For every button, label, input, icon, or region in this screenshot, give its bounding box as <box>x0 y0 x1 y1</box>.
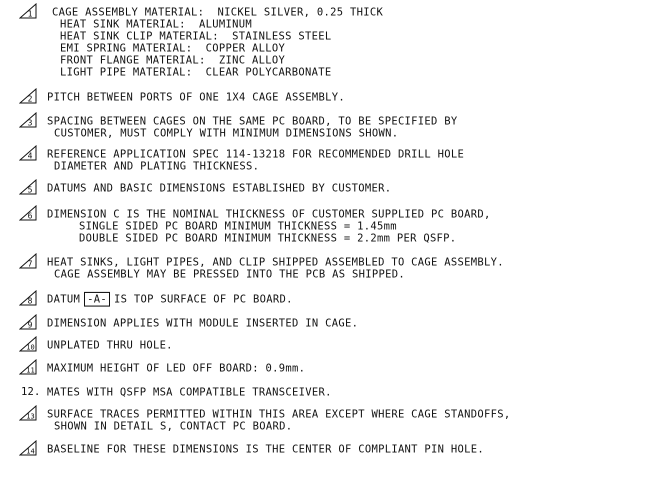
flag-triangle-icon <box>19 359 37 375</box>
flag-triangle-icon <box>19 112 37 128</box>
svg-text:10: 10 <box>26 343 35 352</box>
svg-text:1: 1 <box>27 9 33 19</box>
note-line: EMI SPRING MATERIAL: COPPER ALLOY <box>60 41 286 55</box>
note-line: HEAT SINK MATERIAL: ALUMINUM <box>60 17 253 31</box>
svg-text:2: 2 <box>27 94 33 104</box>
note-line: CAGE ASSEMBLY MAY BE PRESSED INTO THE PCB AS SHIPPED. <box>54 267 405 281</box>
note-line: DATUMS AND BASIC DIMENSIONS ESTABLISHED BY CUSTOMER. <box>47 181 392 195</box>
note-line: SHOWN IN DETAIL S, CONTACT PC BOARD. <box>54 419 293 433</box>
svg-text:7: 7 <box>27 259 33 269</box>
note-line: DIAMETER AND PLATING THICKNESS. <box>54 159 260 173</box>
flag-triangle-icon <box>19 179 37 195</box>
note-line: MAXIMUM HEIGHT OF LED OFF BOARD: 0.9mm. <box>47 361 306 375</box>
svg-text:13: 13 <box>26 412 35 421</box>
note-line: SINGLE SIDED PC BOARD MINIMUM THICKNESS = 1.45mm <box>79 219 397 233</box>
note-8-suffix: IS TOP SURFACE OF PC BOARD. <box>113 292 293 306</box>
flag-triangle-icon <box>19 314 37 330</box>
note-line: BASELINE FOR THESE DIMENSIONS IS THE CENTER OF COMPLIANT PIN HOLE. <box>47 442 485 456</box>
note-8-prefix: DATUM <box>47 292 81 306</box>
note-line: DIMENSION C IS THE NOMINAL THICKNESS OF CUSTOMER SUPPLIED PC BOARD, <box>47 207 491 221</box>
note-line: SPACING BETWEEN CAGES ON THE SAME PC BOARD, TO BE SPECIFIED BY <box>47 114 458 128</box>
flag-triangle-icon <box>19 3 37 19</box>
svg-text:8: 8 <box>27 296 33 306</box>
note-line: HEAT SINKS, LIGHT PIPES, AND CLIP SHIPPED ASSEMBLED TO CAGE ASSEMBLY. <box>47 255 504 269</box>
svg-text:4: 4 <box>27 151 33 161</box>
svg-text:5: 5 <box>27 185 33 195</box>
flag-triangle-icon <box>19 440 37 456</box>
note-line: PITCH BETWEEN PORTS OF ONE 1X4 CAGE ASSEMBLY. <box>47 90 345 104</box>
svg-text:11: 11 <box>26 366 35 375</box>
note-line <box>47 294 293 306</box>
svg-text:3: 3 <box>27 118 33 128</box>
flag-triangle-icon <box>19 253 37 269</box>
svg-text:6: 6 <box>27 211 33 221</box>
note-line: MATES WITH QSFP MSA COMPATIBLE TRANSCEIVER. <box>47 385 332 399</box>
note-line: FRONT FLANGE MATERIAL: ZINC ALLOY <box>60 53 286 67</box>
note-line: DOUBLE SIDED PC BOARD MINIMUM THICKNESS = 2.2mm PER QSFP. <box>79 231 457 245</box>
note-line: DIMENSION APPLIES WITH MODULE INSERTED IN CAGE. <box>47 316 359 330</box>
flag-triangle-icon <box>19 290 37 306</box>
note-line: UNPLATED THRU HOLE. <box>47 338 173 352</box>
note-line: LIGHT PIPE MATERIAL: CLEAR POLYCARBONATE <box>60 65 332 79</box>
note-line: SURFACE TRACES PERMITTED WITHIN THIS AREA EXCEPT WHERE CAGE STANDOFFS, <box>47 407 511 421</box>
flag-triangle-icon <box>19 145 37 161</box>
flag-triangle-icon <box>19 205 37 221</box>
note-line: CUSTOMER, MUST COMPLY WITH MINIMUM DIMENSIONS SHOWN. <box>54 126 399 140</box>
svg-text:14: 14 <box>26 447 35 456</box>
note-line: CAGE ASSEMBLY MATERIAL: NICKEL SILVER, 0.25 THICK <box>52 5 384 19</box>
note-line: HEAT SINK CLIP MATERIAL: STAINLESS STEEL <box>60 29 332 43</box>
svg-text:9: 9 <box>27 320 33 330</box>
note-number: 12. <box>21 386 41 398</box>
flag-triangle-icon <box>19 88 37 104</box>
flag-triangle-icon <box>19 405 37 421</box>
note-line: REFERENCE APPLICATION SPEC 114-13218 FOR RECOMMENDED DRILL HOLE <box>47 147 465 161</box>
datum-a-box: -A- <box>84 292 110 307</box>
flag-triangle-icon <box>19 336 37 352</box>
